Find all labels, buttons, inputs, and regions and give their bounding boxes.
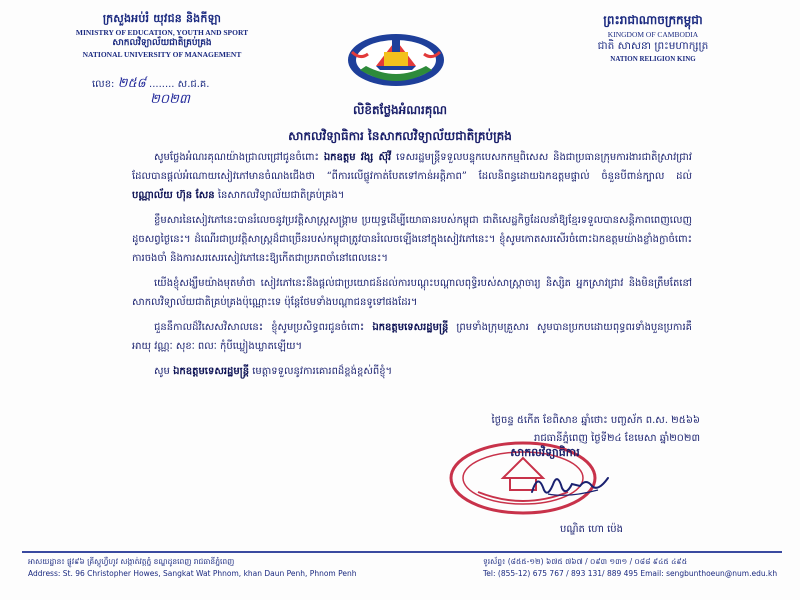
paragraph-1: សូមថ្លែងអំណរគុណយ៉ាងជ្រាលជ្រៅជូនចំពោះ ឯកឧត្តម វង្ស ស៊ុវី ទេសរដ្ឋមន្ត្រីទទួលបន្ទុកបេសកកម្មពិសេស និងជាប្រធានក្រុមការងារជាតិស្រាវជ្រាវ ដែលបានផ្តល់អំណោយសៀវភៅមានចំណងជើងថា “ពីការលើផ្លូវកាត់បែតទៅកាន់អត្តិភាព” ដែលនិពន្ធដោយឯកឧត្តមផ្ទាល់ ចំនួនបីពាន់ក្បាល ដល់ បណ្ណាល័យ ហ៊ុន សែន នៃសាកលវិទ្យាល័យជាតិគ្រប់គ្រង។ xyxy=(132,152,692,201)
recipient-name: ឯកឧត្តម វង្ស ស៊ុវី xyxy=(323,152,392,163)
university-name-en: NATIONAL UNIVERSITY OF MANAGEMENT xyxy=(82,50,242,59)
signer-name: បណ្ឌិត ហោ ប៉េង xyxy=(560,524,623,535)
ref-number: ២៥៨ xyxy=(117,76,146,91)
university-name-kh: សាកលវិទ្យាល័យជាតិគ្រប់គ្រង xyxy=(112,38,212,48)
ministry-name-kh: ក្រសួងអប់រំ យុវជន និងកីឡា xyxy=(102,12,222,25)
university-logo xyxy=(346,30,446,88)
letter-body xyxy=(132,148,692,387)
library-name: បណ្ណាល័យ ហ៊ុន សែន xyxy=(132,190,215,201)
ministry-header xyxy=(32,12,292,59)
handwritten-signature xyxy=(528,468,618,500)
ministry-name-en: MINISTRY OF EDUCATION, YOUTH AND SPORT xyxy=(75,28,249,37)
kingdom-name-en: KINGDOM OF CAMBODIA xyxy=(607,30,699,39)
footer-rule xyxy=(22,551,782,553)
paragraph-4: ជួននឹកាលដ៏វិសេសវិសាលនេះ ខ្ញុំសូមប្រសិទ្ធពរជូនចំពោះ ឯកឧត្តមទេសរដ្ឋមន្ត្រី ព្រមទាំងក្រុមគ្រួសារ សូមបានប្រកបដោយពុទ្ធពរទាំងបួនប្រការគឺ អាយុ វណ្ណៈ សុខៈ ពលៈ កុំបីឃ្លៀងឃ្លាតឡើយ។ xyxy=(132,322,692,352)
reference-number: លេខ: ២៥៨ ........ ស.ជ.គ. ២០២៣ xyxy=(92,76,210,107)
ref-suffix: ស.ជ.គ. xyxy=(177,79,210,90)
sender-title: សាកលវិទ្យាធិការ នៃសាកលវិទ្យាល័យជាតិគ្រប់គ្រង xyxy=(288,129,512,143)
signatory-title: សាកលវិទ្យាធិការ xyxy=(510,446,580,459)
solar-date: រាជធានីភ្នំពេញ ថ្ងៃទី២៤ ខែមេសា ឆ្នាំ២០២៣ xyxy=(533,433,700,444)
paragraph-2: ខ្លឹមសារនៃសៀវភៅនេះបានរំលេចនូវប្រវត្តិសាស្ត្រសង្គ្រាម ប្រយុទ្ធដើម្បីយោធានរបស់កម្ពុជា ជាតិសេដ្ឋកិច្ចដែលនាំឱ្យខ្មែរទទួលបានសន្តិភាពពេញលេញដូចសព្វថ្ងៃនេះ។ ដំណើរជាប្រវត្តិសាស្ត្រដ៏ជាច្រើនរបស់កម្ពុជាត្រូវបានរំលេចឡើងនៅក្នុងសៀវភៅនេះ។ ខ្ញុំសូមកោតសរសើរចំពោះឯកឧត្តមយ៉ាងខ្លាំងក្លាចំពោះការចងចាំ និងការសរសេរសៀវភៅនេះឱ្យកើតជាប្រភពចាំនៅពេលនេះ។ xyxy=(132,215,692,264)
kingdom-name-kh: ព្រះរាជាណាចក្រកម្ពុជា xyxy=(603,13,703,27)
contact-en: Tel: (855-12) 675 767 / 893 131/ 889 495 Email: sengbunthoeun@num.edu.kh xyxy=(483,569,778,578)
paragraph-5: សូម ឯកឧត្តមទេសរដ្ឋមន្ត្រី មេត្តាទទួលនូវការគោរពដ៏ខ្ពង់ខ្ពស់ពីខ្ញុំ។ xyxy=(154,366,393,377)
lunar-date: ថ្ងៃចន្ទ ៥កើត ខែពិសាខ ឆ្នាំថោះ បញ្ចស័ក ព.ស. ២៥៦៦ xyxy=(491,415,700,426)
paragraph-3: យើងខ្ញុំសង្ឃឹមយ៉ាងមុតមាំថា សៀវភៅនេះនឹងផ្តល់ជាប្រយោជន៍ដល់ការបណ្តុះបណ្តាលពុទ្ធិរបស់សាស្ត្រាចារ្យ និស្សិត អ្នកស្រាវជ្រាវ និងមិនត្រឹមតែនៅសាកលវិទ្យាល័យជាតិគ្រប់គ្រងប៉ុណ្ណោះទេ ប៉ុន្តែថែមទាំងបណ្តាជនទូទៅផងដែរ។ xyxy=(132,278,692,308)
ref-label: លេខ: xyxy=(92,79,115,90)
kingdom-header xyxy=(548,12,758,63)
document-type-title: លិខិតថ្លែងអំណរគុណ xyxy=(352,103,448,117)
phone-kh: ទូរស័ព្ទ៖ (៨៥៥-១២) ៦៧៥ ៧៦៧ / ០៩៣ ១៣១ / ០៨៨ ៩៤៥ ៤៩៥ xyxy=(483,557,688,566)
motto-kh: ជាតិ សាសនា ព្រះមហាក្សត្រ xyxy=(597,40,709,52)
address-en: Address: St. 96 Christopher Howes, Sangkat Wat Phnom, khan Daun Penh, Phnom Penh xyxy=(28,569,357,578)
address-kh: អាសយដ្ឋាន៖ ផ្លូវ៩៦ គ្រីស្តូហ្វឺហូវ សង្កាត់វត្តភ្នំ ខណ្ឌដូនពេញ រាជធានីភ្នំពេញ xyxy=(28,557,235,566)
ref-year: ២០២៣ xyxy=(150,92,190,107)
motto-en: NATION RELIGION KING xyxy=(610,55,696,63)
